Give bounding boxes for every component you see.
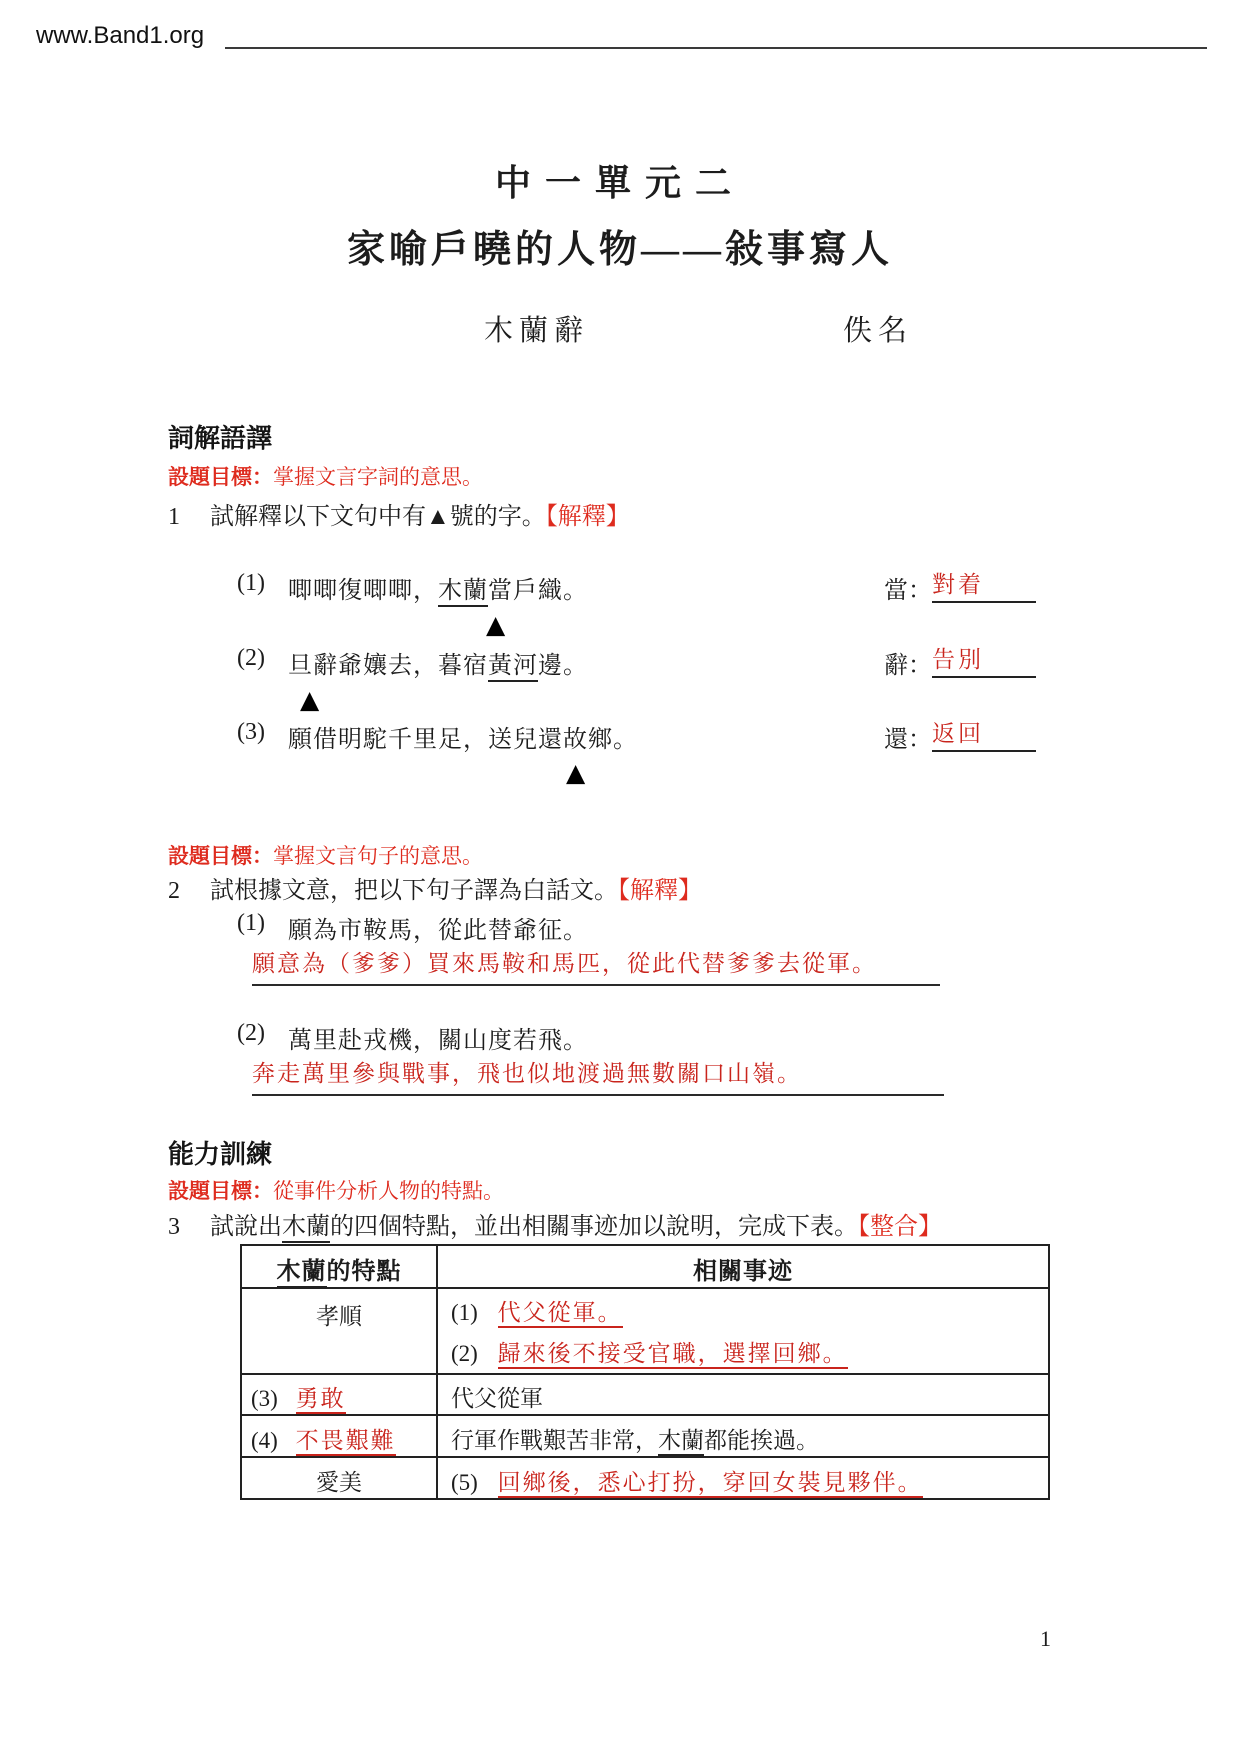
question-1-number: 1 [168,504,180,530]
q1-item-1-answer-label: 當： [884,578,932,604]
table-row-4 [241,1457,1049,1499]
q1-item-2-underlined-word: 黃河 [488,653,538,682]
row-1-deed-1-answer: 代父從軍。 [498,1300,623,1328]
question-2-number: 2 [168,878,180,904]
question-1-prompt: 試解釋以下文句中有▲號的字。【解釋】 [210,504,630,530]
triangle-marker-2: ▲ [300,685,320,714]
row-4-deed-cell [437,1457,1049,1499]
q2-item-2-number: (2) [237,1020,265,1046]
q1-item-2-number: (2) [237,645,265,671]
objective-3 [168,1175,504,1205]
objective-3-label: 設題目標： [168,1180,273,1203]
q1-item-3-answer: 返回 [932,721,984,746]
q1-item-2-answer-label: 辭： [884,653,932,679]
question-2-tag: 【解釋】 [618,878,702,904]
q2-item-2-sentence: 萬里赴戎機，關山度若飛。 [288,1028,588,1054]
question-3 [168,1206,942,1241]
question-3-tag: 【整合】 [858,1214,942,1240]
objective-3-text: 從事件分析人物的特點。 [273,1179,504,1203]
objective-2-text: 掌握文言句子的意思。 [273,844,483,868]
unit-title: 中一單元二 [494,163,745,203]
section-heading-skill-training: 能力訓練 [168,1139,273,1169]
q1-item-2-answer-line [932,641,1036,678]
row-3-deed-underlined-word: 木蘭 [658,1428,704,1456]
q1-item-3-number: (3) [237,719,265,745]
site-url: www.Band1.org [36,22,205,49]
row-3-deed: 行軍作戰艱苦非常，木蘭都能挨過。 [439,1417,1047,1455]
row-3-trait-answer: 不畏艱難 [296,1428,396,1456]
q1-item-1-answer: 對着 [932,572,984,597]
question-1-tag: 【解釋】 [545,504,630,530]
q1-item-1-underlined-word: 木蘭 [438,578,488,607]
row-2-deed-cell [437,1374,1049,1415]
table-header-row [241,1245,1049,1288]
table-row-3 [241,1415,1049,1457]
triangle-marker-3: ▲ [566,758,586,787]
row-2-trait: (3) 勇敢 [243,1376,435,1413]
q1-item-3-sentence: 願借明駝千里足，送兒還故鄉。 [288,727,638,753]
q2-item-1-answer-line [252,945,940,986]
traits-table [240,1244,1050,1500]
question-2 [168,870,702,905]
objective-2-label: 設題目標： [168,845,273,868]
row-4-trait-cell [241,1457,437,1499]
q2-item-1-sentence: 願為市鞍馬，從此替爺征。 [288,918,588,944]
q2-item-1-number: (1) [237,910,265,936]
row-1-deeds-cell [437,1288,1049,1374]
question-2-prompt: 試根據文意，把以下句子譯為白話文。【解釋】 [210,878,702,904]
triangle-marker-1: ▲ [486,610,506,639]
row-4-deed: (5) 回鄉後，悉心打扮，穿回女裝見夥伴。 [439,1459,1047,1497]
q2-item-2-answer: 奔走萬里參與戰事，飛也似地渡過無數關口山嶺。 [252,1061,802,1086]
table-row-2 [241,1374,1049,1415]
section-heading-word-explanation: 詞解語譯 [168,423,273,453]
objective-2 [168,840,483,870]
row-2-trait-cell [241,1374,437,1415]
header-rule [225,47,1207,49]
question-3-number: 3 [168,1214,180,1240]
q1-item-1-answer-line [932,566,1036,603]
question-3-underlined-word: 木蘭 [282,1214,330,1243]
q1-item-3-answer-line [932,715,1036,752]
q1-item-3-answer-label: 還： [884,727,932,753]
objective-1-text: 掌握文言字詞的意思。 [273,465,483,489]
row-2-trait-answer: 勇敢 [296,1386,346,1414]
row-1-deed-1: (1) 代父從軍。 [439,1290,1047,1331]
row-3-trait-cell [241,1415,437,1457]
question-1 [168,496,630,531]
q1-item-2-answer: 告別 [932,647,984,672]
row-1-trait: 孝順 [316,1304,362,1329]
objective-1 [168,461,483,491]
question-3-prompt: 試說出木蘭的四個特點，並出相關事迹加以說明，完成下表。【整合】 [210,1214,942,1240]
table-header-deeds: 相關事迹 [437,1245,1049,1288]
row-1-trait-cell [241,1288,437,1374]
page-number: 1 [1040,1626,1051,1651]
author-name: 佚名 [843,315,914,347]
objective-1-label: 設題目標： [168,466,273,489]
q1-item-1-number: (1) [237,570,265,596]
row-4-deed-answer: 回鄉後，悉心打扮，穿回女裝見夥伴。 [498,1470,923,1498]
table-header-trait: 木蘭的特點 [241,1245,437,1288]
row-1-deed-2-answer: 歸來後不接受官職，選擇回鄉。 [498,1341,848,1369]
row-2-deed: 代父從軍 [451,1386,543,1411]
q2-item-1-answer: 願意為（爹爹）買來馬鞍和馬匹，從此代替爹爹去從軍。 [252,951,877,976]
row-3-trait: (4) 不畏艱難 [243,1417,435,1455]
row-3-deed-cell [437,1415,1049,1457]
theme-title: 家喻戶曉的人物——敍事寫人 [346,229,893,271]
q1-item-2-sentence: 旦辭爺孃去，暮宿黃河邊。 [288,645,588,680]
row-1-deed-2: (2) 歸來後不接受官職，選擇回鄉。 [439,1331,1047,1372]
work-title: 木蘭辭 [484,315,590,347]
table-row-1 [241,1288,1049,1374]
q1-item-1-sentence: 唧唧復唧唧，木蘭當戶織。 [288,570,588,605]
row-4-trait: 愛美 [316,1470,362,1495]
q2-item-2-answer-line [252,1055,944,1096]
